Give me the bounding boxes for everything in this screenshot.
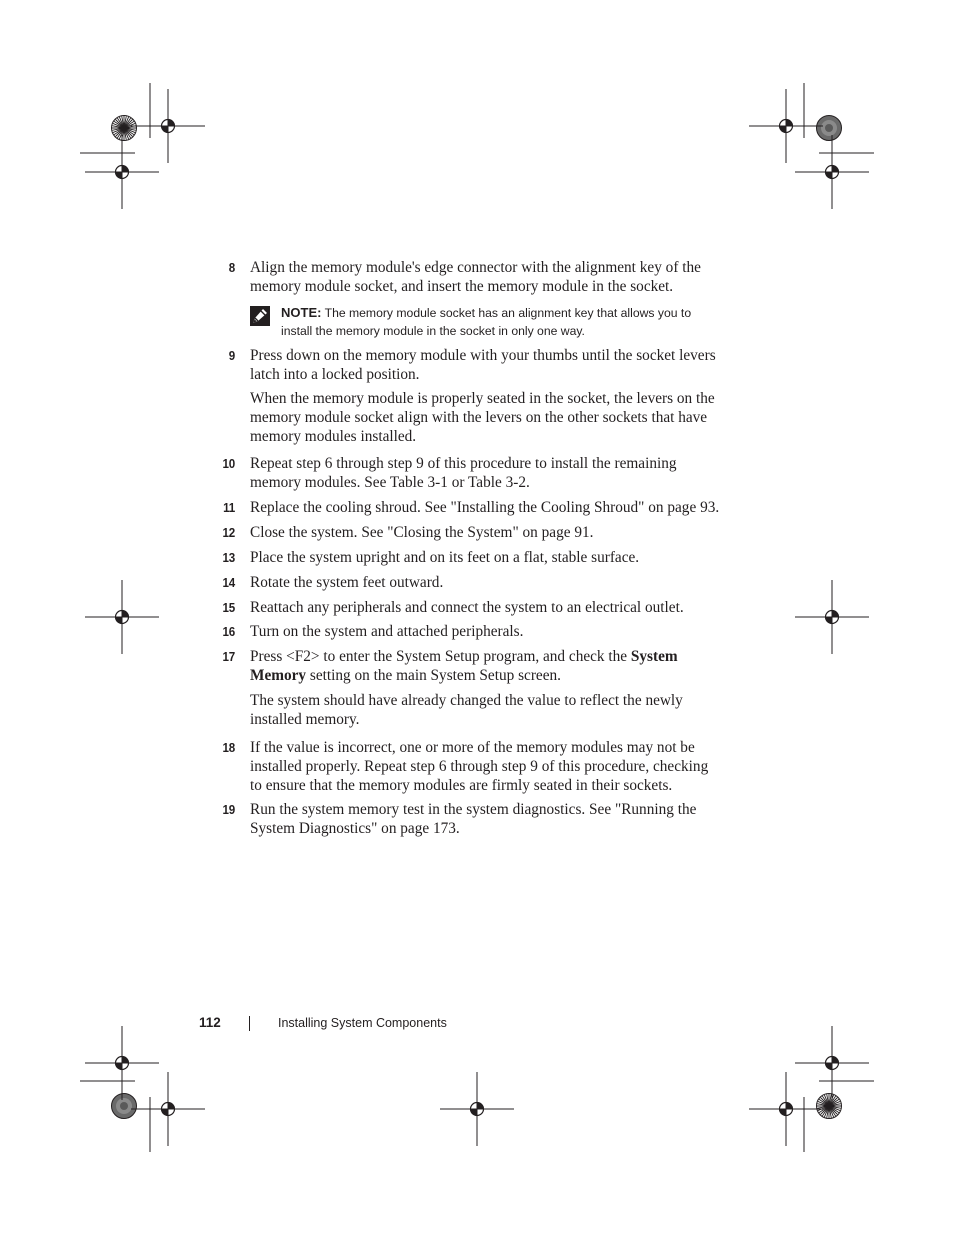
note-label: NOTE: (281, 305, 322, 320)
step-text: Replace the cooling shroud. See "Installing the Cooling Shroud" on page 93. (250, 499, 720, 516)
step-9-detail: When the memory module is properly seated in the socket, the levers on the memory module socket align with the levers on the other sockets that have memory modules installed. (250, 390, 715, 445)
step-number: 19 (222, 803, 235, 817)
step-text: Place the system upright and on its feet on a flat, stable surface. (250, 549, 640, 566)
step-15 (210, 599, 720, 618)
step-number: 17 (222, 650, 235, 664)
step-number: 9 (228, 349, 235, 363)
step-text: Rotate the system feet outward. (250, 574, 444, 591)
step-11 (210, 499, 720, 518)
step-number: 18 (222, 741, 235, 755)
footer-section-title: Installing System Components (278, 1016, 447, 1030)
pencil-note-icon (250, 306, 270, 326)
step-number: 11 (223, 501, 235, 515)
step-text: Reattach any peripherals and connect the system to an electrical outlet. (250, 599, 684, 616)
step-number: 10 (222, 457, 235, 471)
step-text-part: Press <F2> to enter the System Setup program, and check the (250, 648, 631, 665)
step-17-detail: The system should have already changed the value to reflect the newly installed memory. (250, 692, 683, 728)
note-body: The memory module socket has an alignment key that allows you to install the memory module in the socket in only one way. (281, 306, 692, 338)
step-number: 15 (222, 601, 235, 615)
step-text: Repeat step 6 through step 9 of this procedure to install the remaining memory modules. See Table 3-1 or Table 3-2. (250, 455, 677, 491)
step-number: 14 (222, 576, 235, 590)
step-number: 12 (222, 526, 235, 540)
page-number: 112 (199, 1015, 221, 1030)
note-callout (250, 304, 720, 340)
step-number: 8 (228, 261, 235, 275)
step-10 (210, 455, 720, 493)
footer-divider (249, 1016, 250, 1031)
step-18 (210, 739, 720, 795)
step-17 (210, 648, 720, 686)
step-text: Run the system memory test in the system diagnostics. See "Running the System Diagnostics" on page 173. (250, 801, 697, 837)
step-text: If the value is incorrect, one or more of the memory modules may not be installed properly. Repeat step 6 through step 9 of this procedure, checking to ensure that the memory modules are firmly seated in their sockets. (250, 739, 709, 794)
step-text: Press down on the memory module with your thumbs until the socket levers latch into a locked position. (250, 347, 716, 383)
setting-name: System Memory (250, 648, 678, 684)
note-text (281, 304, 720, 340)
step-19 (210, 801, 720, 839)
step-text-part: setting on the main System Setup screen. (306, 666, 561, 684)
step-text (250, 648, 720, 686)
step-9 (210, 347, 720, 385)
step-text: Align the memory module's edge connector with the alignment key of the memory module socket, and insert the memory module in the socket. (250, 259, 701, 295)
step-number: 13 (222, 551, 235, 565)
step-14 (210, 574, 720, 593)
step-text: Close the system. See "Closing the System" on page 91. (250, 524, 594, 541)
step-13 (210, 549, 720, 568)
step-16 (210, 623, 720, 642)
step-8 (210, 259, 720, 297)
step-text: Turn on the system and attached peripherals. (250, 623, 524, 640)
step-12 (210, 524, 720, 543)
step-number: 16 (222, 625, 235, 639)
